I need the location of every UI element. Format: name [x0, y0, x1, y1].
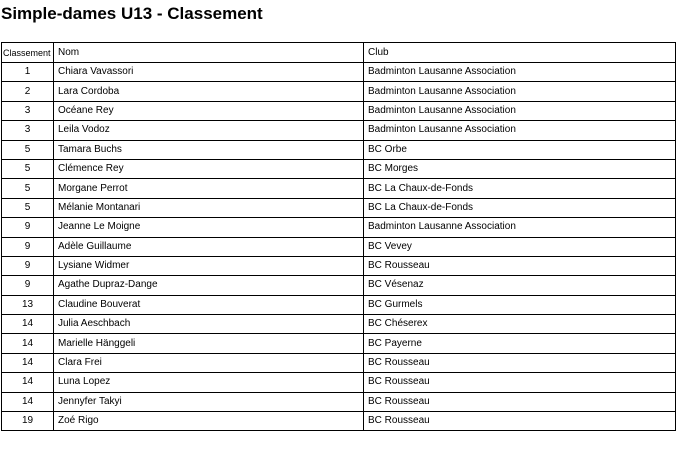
rank-cell: 5 — [2, 159, 54, 178]
player-name-cell: Leila Vodoz — [54, 121, 364, 140]
standings-table — [1, 42, 676, 431]
player-name-cell: Jeanne Le Moigne — [54, 218, 364, 237]
player-name-cell: Zoé Rigo — [54, 412, 364, 431]
rank-cell: 14 — [2, 315, 54, 334]
table-row — [2, 82, 676, 101]
rank-cell: 14 — [2, 334, 54, 353]
rank-cell: 3 — [2, 121, 54, 140]
rank-cell: 9 — [2, 276, 54, 295]
table-row — [2, 256, 676, 275]
rank-cell: 5 — [2, 179, 54, 198]
club-cell: BC Orbe — [364, 140, 676, 159]
player-name-cell: Julia Aeschbach — [54, 315, 364, 334]
club-cell: BC Rousseau — [364, 353, 676, 372]
club-cell: Badminton Lausanne Association — [364, 121, 676, 140]
player-name-cell: Jennyfer Takyi — [54, 392, 364, 411]
table-row — [2, 198, 676, 217]
player-name-cell: Océane Rey — [54, 101, 364, 120]
player-name-cell: Lysiane Widmer — [54, 256, 364, 275]
club-cell: BC Rousseau — [364, 392, 676, 411]
club-cell: Badminton Lausanne Association — [364, 218, 676, 237]
club-cell: BC Vevey — [364, 237, 676, 256]
header-rank: Classement — [2, 43, 54, 63]
club-cell: BC Vésenaz — [364, 276, 676, 295]
rank-cell: 14 — [2, 392, 54, 411]
club-cell: BC Chéserex — [364, 315, 676, 334]
table-row — [2, 392, 676, 411]
rank-cell: 9 — [2, 256, 54, 275]
club-cell: BC Gurmels — [364, 295, 676, 314]
player-name-cell: Marielle Hänggeli — [54, 334, 364, 353]
table-row — [2, 353, 676, 372]
player-name-cell: Tamara Buchs — [54, 140, 364, 159]
table-row — [2, 373, 676, 392]
rank-cell: 14 — [2, 353, 54, 372]
player-name-cell: Claudine Bouverat — [54, 295, 364, 314]
player-name-cell: Clémence Rey — [54, 159, 364, 178]
table-row — [2, 159, 676, 178]
standings-body — [2, 63, 676, 431]
club-cell: BC Rousseau — [364, 256, 676, 275]
table-row — [2, 295, 676, 314]
club-cell: BC Payerne — [364, 334, 676, 353]
page-title: Simple-dames U13 - Classement — [1, 4, 263, 23]
rank-cell: 5 — [2, 140, 54, 159]
club-cell: Badminton Lausanne Association — [364, 82, 676, 101]
table-row — [2, 412, 676, 431]
player-name-cell: Mélanie Montanari — [54, 198, 364, 217]
table-row — [2, 237, 676, 256]
rank-cell: 9 — [2, 218, 54, 237]
rank-cell: 14 — [2, 373, 54, 392]
club-cell: BC La Chaux-de-Fonds — [364, 198, 676, 217]
player-name-cell: Luna Lopez — [54, 373, 364, 392]
rank-cell: 3 — [2, 101, 54, 120]
player-name-cell: Adèle Guillaume — [54, 237, 364, 256]
club-cell: BC Rousseau — [364, 373, 676, 392]
rank-cell: 2 — [2, 82, 54, 101]
table-row — [2, 315, 676, 334]
table-row — [2, 140, 676, 159]
table-row — [2, 121, 676, 140]
rank-cell: 5 — [2, 198, 54, 217]
club-cell: Badminton Lausanne Association — [364, 101, 676, 120]
club-cell: BC Rousseau — [364, 412, 676, 431]
player-name-cell: Morgane Perrot — [54, 179, 364, 198]
player-name-cell: Clara Frei — [54, 353, 364, 372]
header-name: Nom — [54, 43, 364, 63]
rank-cell: 13 — [2, 295, 54, 314]
rank-cell: 1 — [2, 63, 54, 82]
rank-cell: 19 — [2, 412, 54, 431]
table-row — [2, 179, 676, 198]
club-cell: Badminton Lausanne Association — [364, 63, 676, 82]
table-row — [2, 101, 676, 120]
table-row — [2, 218, 676, 237]
player-name-cell: Chiara Vavassori — [54, 63, 364, 82]
player-name-cell: Agathe Dupraz-Dange — [54, 276, 364, 295]
table-row — [2, 334, 676, 353]
rank-cell: 9 — [2, 237, 54, 256]
table-row — [2, 276, 676, 295]
table-row — [2, 63, 676, 82]
player-name-cell: Lara Cordoba — [54, 82, 364, 101]
header-club: Club — [364, 43, 676, 63]
table-header-row — [2, 43, 676, 63]
club-cell: BC Morges — [364, 159, 676, 178]
club-cell: BC La Chaux-de-Fonds — [364, 179, 676, 198]
